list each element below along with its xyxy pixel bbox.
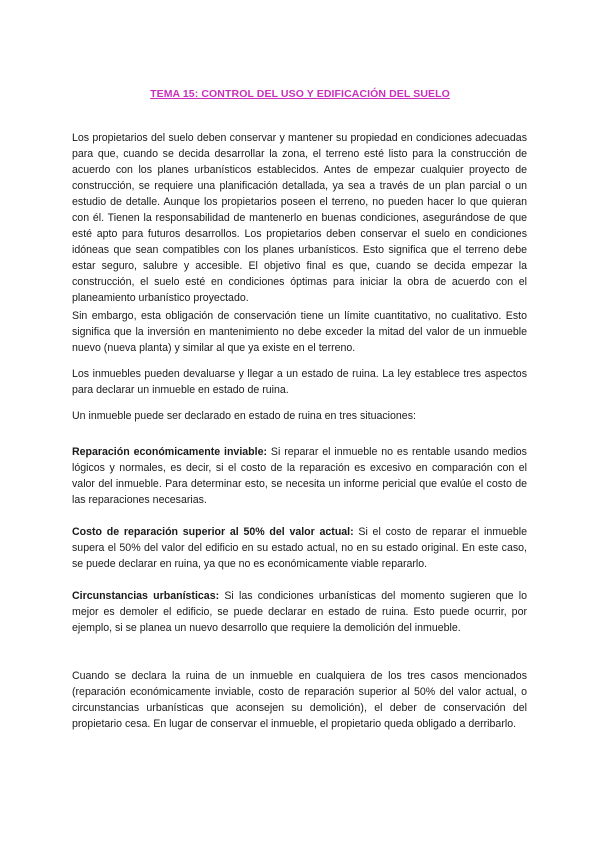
situation-repair-cost-text: Si el costo de reparar el inmueble supera el 50% del valor del edificio en su estado actual, no en su estado original. En este caso, se puede declarar en ruina, ya que no es económicamente viable repararlo.	[72, 526, 527, 570]
situation-economic-repair	[72, 444, 527, 508]
situation-repair-cost	[72, 524, 527, 572]
paragraph-ruin-situations-intro: Un inmueble puede ser declarado en estado de ruina en tres situaciones:	[72, 410, 416, 422]
situation-repair-cost-lead: Costo de reparación superior al 50% del valor actual:	[72, 526, 354, 538]
situation-economic-repair-text: Si reparar el inmueble no es rentable usando medios lógicos y normales, es decir, si el costo de la reparación es excesivo en comparación con el valor del inmueble. Para determinar esto, se necesita un informe pericial que evalúe el costo de las reparaciones necesarias.	[72, 446, 527, 506]
document-title: TEMA 15: CONTROL DEL USO Y EDIFICACIÓN DEL SUELO	[150, 88, 450, 100]
paragraph-conservation-duty: Los propietarios del suelo deben conservar y mantener su propiedad en condiciones adecuadas para que, cuando se decida desarrollar la zona, el terreno esté listo para la construcción de acuerdo con los planes urbanísticos establecidos. Antes de empezar cualquier proyecto de construcción, se requiere una planificación detallada, ya sea a través de un plan parcial o un estudio de detalle. Aunque los propietarios poseen el terreno, no pueden hacer lo que quieran con él. Tienen la responsabilidad de mantenerlo en buenas condiciones, asegurándose de que esté apto para futuros desarrollos. Los propietarios deben conservar el suelo en condiciones idóneas que sean compatibles con los planes urbanísticos. Esto significa que el terreno debe estar seguro, salubre y accesible. El objetivo final es que, cuando se decida empezar la construcción, el suelo esté en condiciones óptimas para iniciar la obra de acuerdo con el planeamiento urbanístico proyectado.	[72, 132, 527, 304]
situation-urban-circumstances-text: Si las condiciones urbanísticas del momento sugieren que lo mejor es demoler el edificio, se puede declarar en estado de ruina. Esto puede ocurrir, por ejemplo, si se planea un nuevo desarrollo que requiere la demolición del inmueble.	[72, 590, 527, 634]
paragraph-quantitative-limit: Sin embargo, esta obligación de conservación tiene un límite cuantitativo, no cualitativo. Esto significa que la inversión en mantenimiento no debe exceder la mitad del valor de un inmueble nuevo (nueva planta) y similar al que ya existe en el terreno.	[72, 310, 527, 354]
situation-urban-circumstances	[72, 588, 527, 636]
paragraph-ruin-declaration-effect: Cuando se declara la ruina de un inmueble en cualquiera de los tres casos mencionados (reparación económicamente inviable, costo de reparación superior al 50% del valor actual, o circunstancias urbanísticas que aconsejen su demolición), el deber de conservación del propietario cesa. En lugar de conservar el inmueble, el propietario queda obligado a derribarlo.	[72, 670, 527, 730]
situation-economic-repair-lead: Reparación económicamente inviable:	[72, 446, 267, 458]
paragraph-ruin-state: Los inmuebles pueden devaluarse y llegar a un estado de ruina. La ley establece tres aspectos para declarar un inmueble en estado de ruina.	[72, 368, 527, 396]
situation-urban-circumstances-lead: Circunstancias urbanísticas:	[72, 590, 220, 602]
